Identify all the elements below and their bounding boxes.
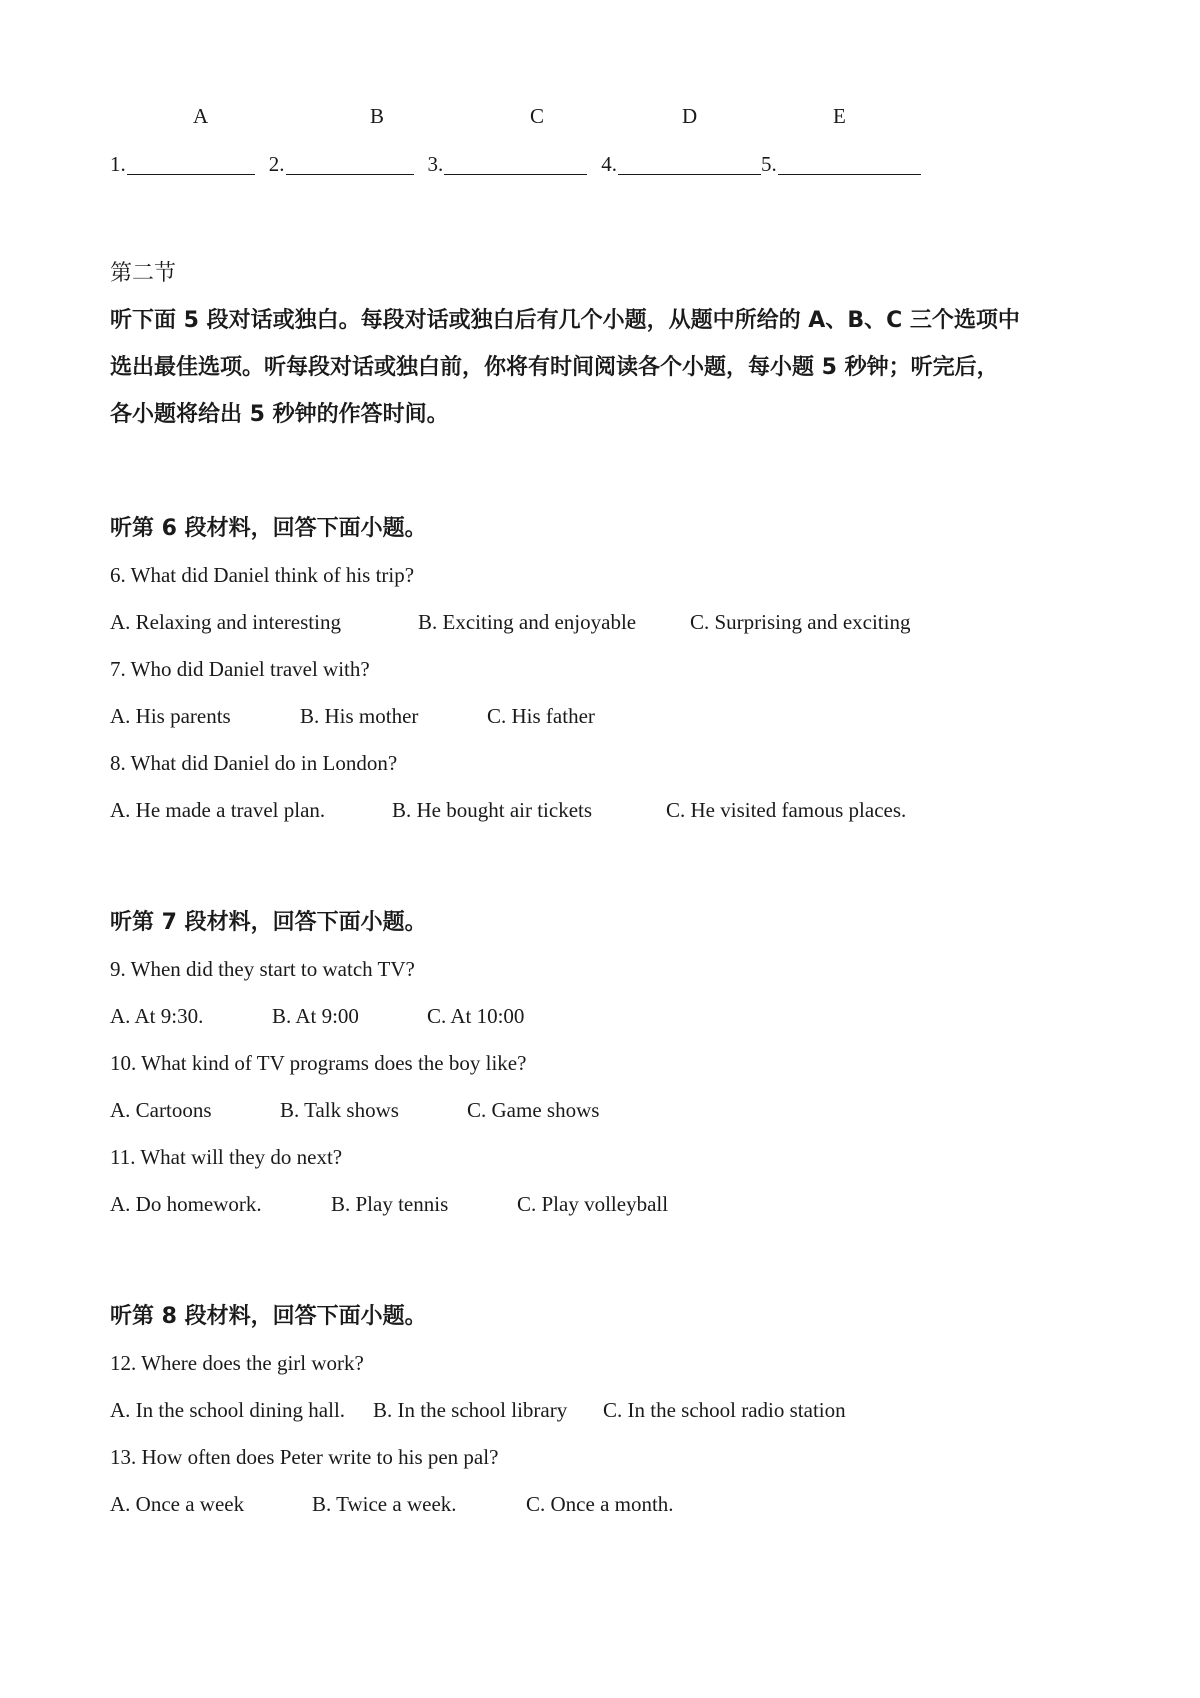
option-b[interactable]: B. His mother	[300, 704, 419, 728]
option-b[interactable]: B. Twice a week.	[312, 1492, 457, 1516]
option-b[interactable]: B. In the school library	[373, 1398, 568, 1422]
instruction-line: 选出最佳选项。听每段对话或独白前，你将有时间阅读各个小题，每小题 5 秒钟；听完后，	[110, 355, 999, 380]
blank-number: 2.	[268, 152, 285, 176]
group-heading: 听第 6 段材料，回答下面小题。	[110, 516, 427, 541]
blank-line[interactable]	[618, 154, 761, 175]
question-options	[110, 612, 910, 633]
option-b[interactable]: B. Play tennis	[331, 1192, 449, 1216]
blank-number: 5.	[761, 152, 777, 176]
option-c[interactable]: C. His father	[487, 704, 595, 728]
answer-blank[interactable]	[428, 154, 588, 175]
picture-label-b: B	[370, 104, 385, 128]
question-options	[110, 800, 906, 821]
answer-blank[interactable]	[761, 154, 921, 175]
option-c[interactable]: C. He visited famous places.	[666, 798, 907, 822]
blank-number: 4.	[601, 152, 617, 176]
question-text: 11. What will they do next?	[110, 1145, 343, 1169]
question-text: 12. Where does the girl work?	[110, 1351, 364, 1375]
question-options	[110, 1006, 524, 1027]
question-text: 9. When did they start to watch TV?	[110, 957, 415, 981]
question-text: 7. Who did Daniel travel with?	[110, 657, 370, 681]
answer-blanks-row	[110, 154, 935, 175]
blank-line[interactable]	[127, 154, 255, 175]
group-heading: 听第 8 段材料，回答下面小题。	[110, 1304, 427, 1329]
question-options	[110, 1494, 674, 1515]
question-text: 13. How often does Peter write to his pen pal?	[110, 1445, 499, 1469]
option-c[interactable]: C. Once a month.	[526, 1492, 674, 1516]
question-options	[110, 1400, 846, 1421]
option-b[interactable]: B. He bought air tickets	[392, 798, 593, 822]
question-options	[110, 1194, 668, 1215]
picture-label-d: D	[682, 104, 698, 128]
instruction-line: 各小题将给出 5 秒钟的作答时间。	[110, 402, 449, 427]
question-options	[110, 1100, 599, 1121]
option-c[interactable]: C. Game shows	[467, 1098, 600, 1122]
option-c[interactable]: C. At 10:00	[427, 1004, 525, 1028]
blank-number: 1.	[110, 152, 126, 176]
option-a[interactable]: A. Relaxing and interesting	[110, 610, 341, 634]
option-c[interactable]: C. Surprising and exciting	[690, 610, 911, 634]
option-a[interactable]: A. In the school dining hall.	[110, 1398, 346, 1422]
option-a[interactable]: A. He made a travel plan.	[110, 798, 326, 822]
blank-line[interactable]	[444, 154, 587, 175]
answer-blank[interactable]	[110, 154, 255, 175]
option-c[interactable]: C. Play volleyball	[517, 1192, 669, 1216]
question-text: 6. What did Daniel think of his trip?	[110, 563, 415, 587]
answer-blank[interactable]	[269, 154, 414, 175]
instruction-line: 听下面 5 段对话或独白。每段对话或独白后有几个小题，从题中所给的 A、B、C 三个选项中	[110, 308, 1020, 333]
option-a[interactable]: A. His parents	[110, 704, 231, 728]
option-b[interactable]: B. Exciting and enjoyable	[418, 610, 637, 634]
picture-label-a: A	[193, 104, 209, 128]
question-options	[110, 706, 595, 727]
group-heading: 听第 7 段材料，回答下面小题。	[110, 910, 427, 935]
picture-label-c: C	[530, 104, 545, 128]
option-b[interactable]: B. At 9:00	[272, 1004, 359, 1028]
option-a[interactable]: A. At 9:30.	[110, 1004, 204, 1028]
section-title: 第二节	[110, 261, 177, 286]
blank-line[interactable]	[778, 154, 921, 175]
picture-label-e: E	[833, 104, 846, 128]
option-a[interactable]: A. Once a week	[110, 1492, 245, 1516]
question-text: 8. What did Daniel do in London?	[110, 751, 398, 775]
blank-number: 3.	[427, 152, 444, 176]
option-a[interactable]: A. Cartoons	[110, 1098, 212, 1122]
question-text: 10. What kind of TV programs does the boy like?	[110, 1051, 527, 1075]
option-b[interactable]: B. Talk shows	[280, 1098, 399, 1122]
option-c[interactable]: C. In the school radio station	[603, 1398, 846, 1422]
answer-blank[interactable]	[601, 154, 761, 175]
blank-line[interactable]	[286, 154, 414, 175]
option-a[interactable]: A. Do homework.	[110, 1192, 262, 1216]
